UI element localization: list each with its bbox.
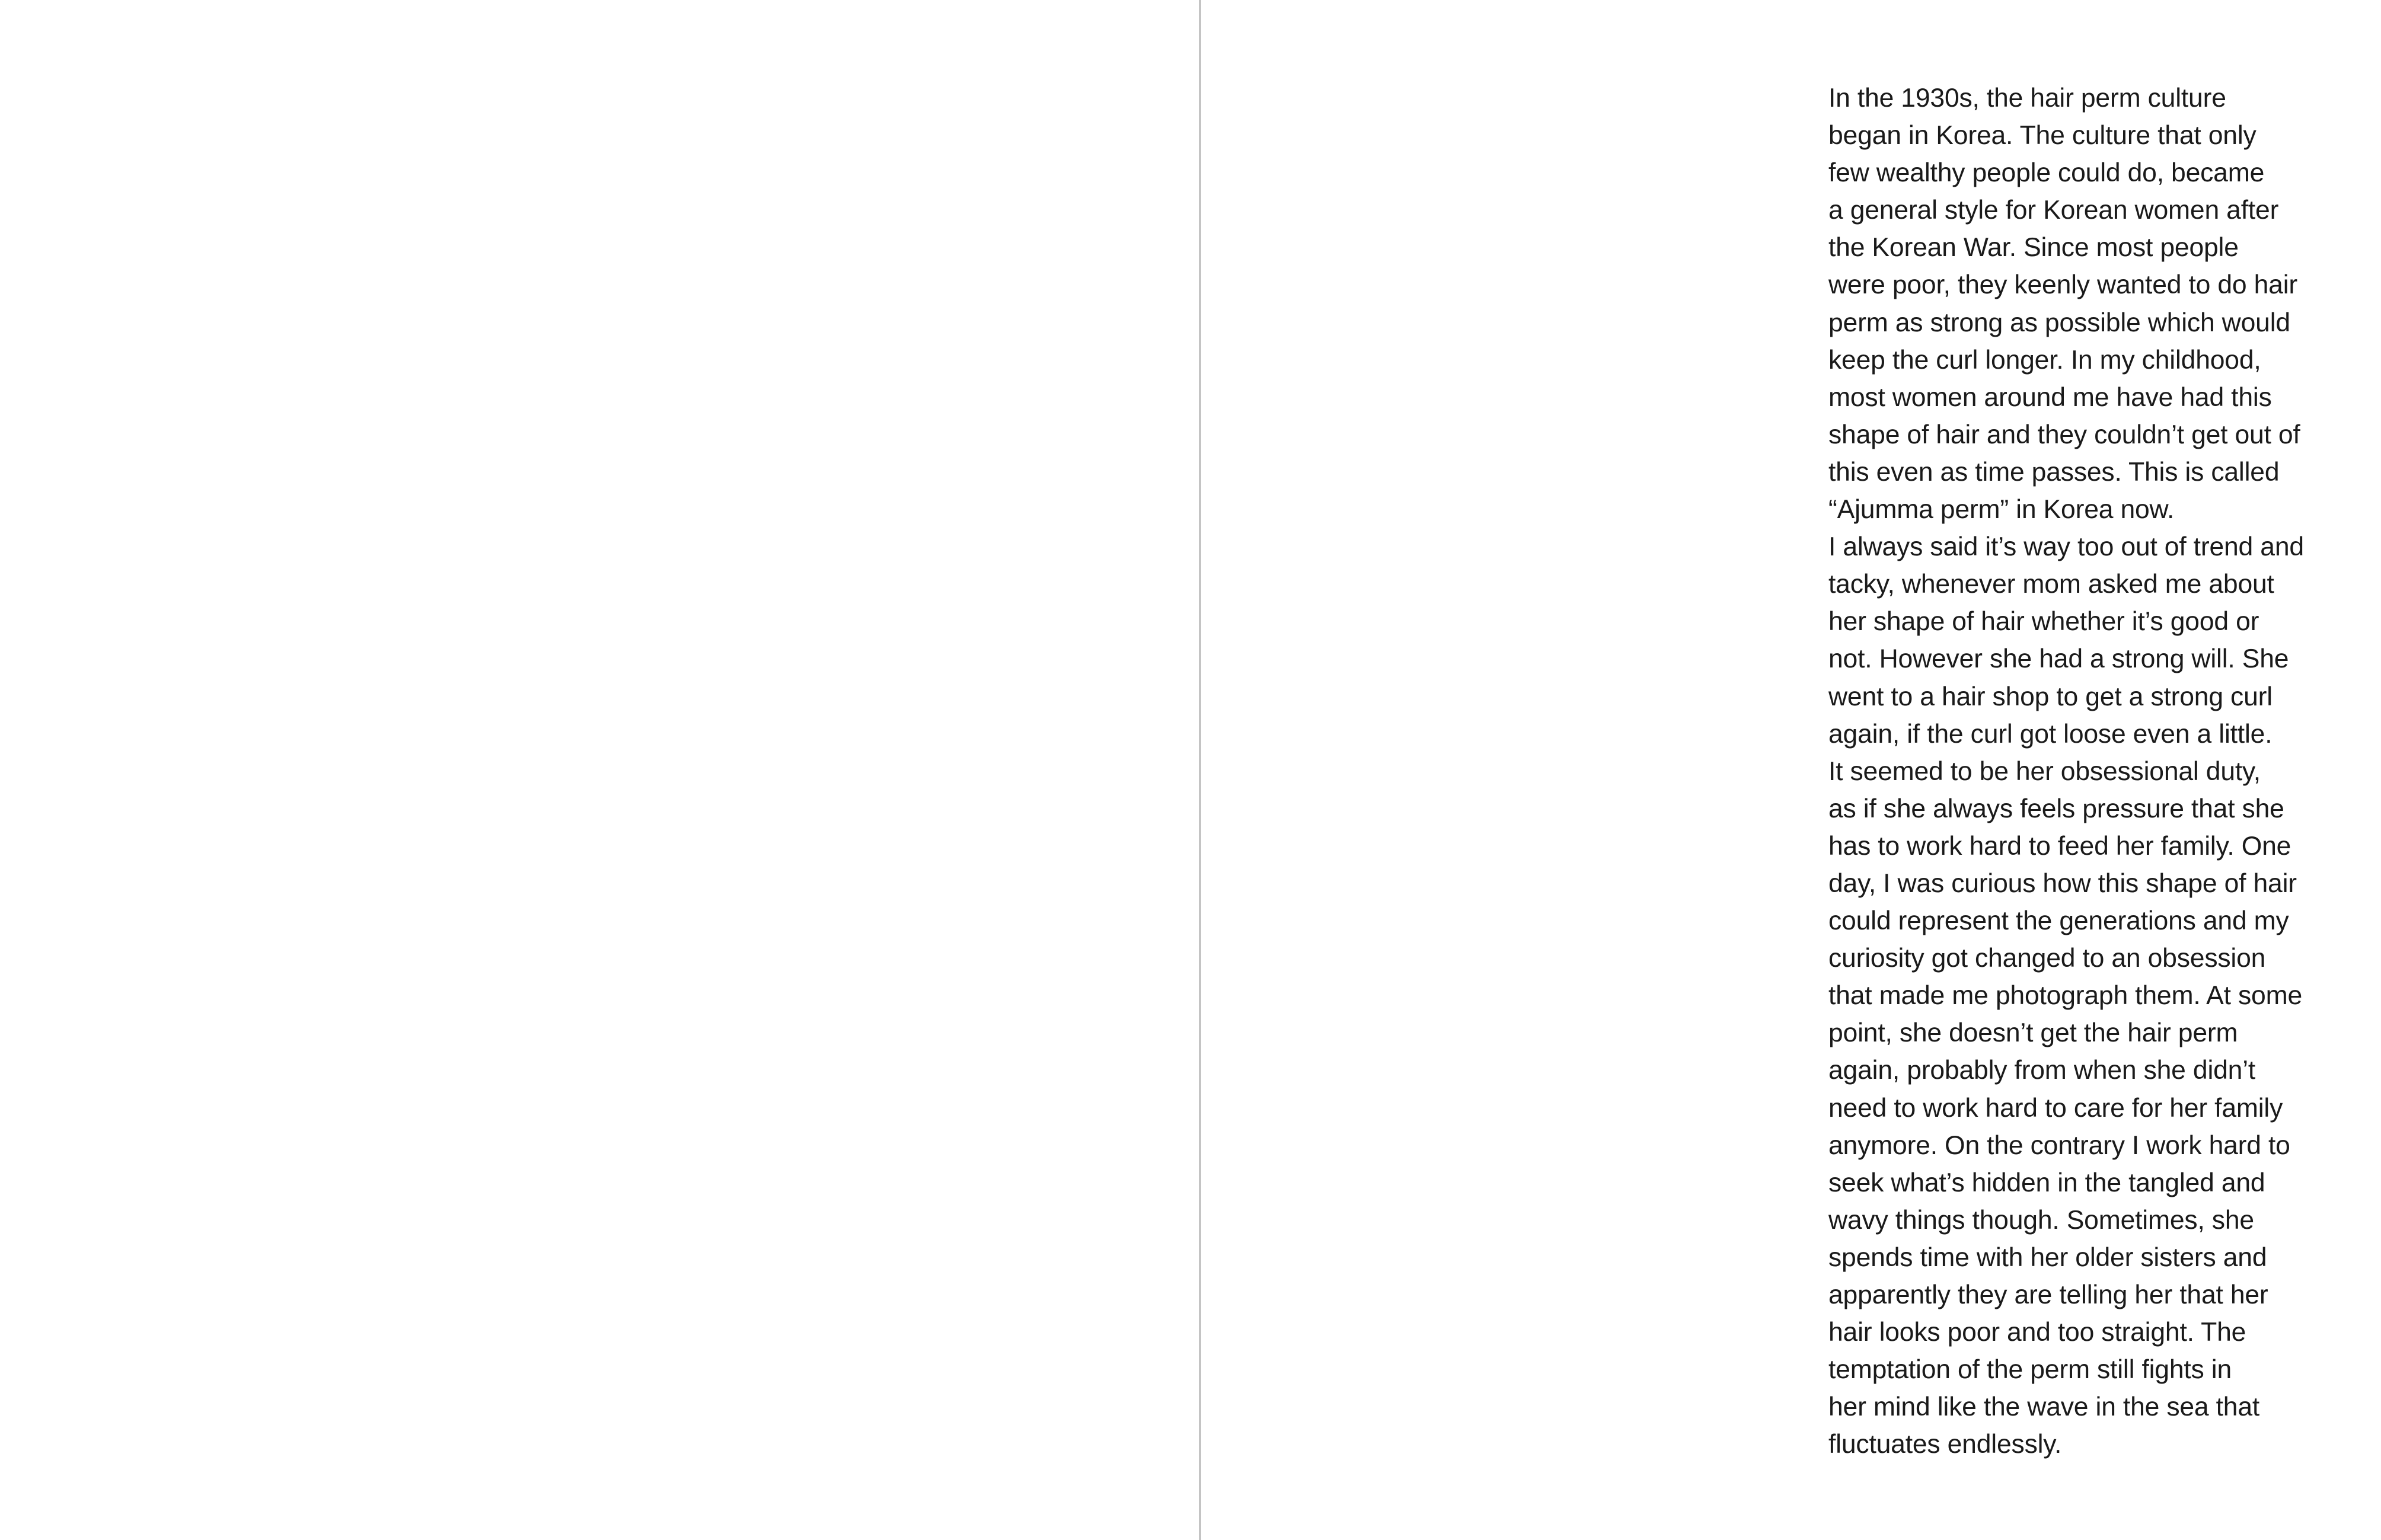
text-line: were poor, they keenly wanted to do hair [1828,270,2298,300]
text-line: day, I was curious how this shape of hair [1828,868,2297,898]
body-text-column [1828,79,2350,1463]
text-line: perm as strong as possible which would [1828,308,2290,337]
text-line: In the 1930s, the hair perm culture [1828,84,2226,113]
text-line: again, probably from when she didn’t [1828,1056,2256,1085]
text-line: spends time with her older sisters and [1828,1242,2267,1272]
text-line: tacky, whenever mom asked me about [1828,570,2274,599]
text-line: a general style for Korean women after [1828,196,2279,225]
text-line: few wealthy people could do, became [1828,158,2265,188]
text-line: her shape of hair whether it’s good or [1828,607,2259,637]
text-line: wavy things though. Sometimes, she [1828,1205,2254,1235]
text-line: could represent the generations and my [1828,906,2289,936]
text-line: anymore. On the contrary I work hard to [1828,1130,2290,1160]
text-line: again, if the curl got loose even a little. [1828,719,2273,749]
text-line: “Ajumma perm” in Korea now. [1828,495,2175,525]
text-line: curiosity got changed to an obsession [1828,944,2266,973]
text-line: need to work hard to care for her family [1828,1093,2283,1123]
text-line: hair looks poor and too straight. The [1828,1318,2246,1347]
text-line: shape of hair and they couldn’t get out of [1828,420,2300,449]
right-page [1201,0,2381,1540]
text-line: her mind like the wave in the sea that [1828,1392,2260,1422]
text-line: went to a hair shop to get a strong curl [1828,682,2273,711]
text-line: not. However she had a strong will. She [1828,644,2289,674]
text-line: I always said it’s way too out of trend and [1828,532,2304,562]
text-line: fluctuates endlessly. [1828,1430,2062,1459]
text-line: point, she doesn’t get the hair perm [1828,1018,2238,1048]
text-line: seek what’s hidden in the tangled and [1828,1168,2265,1197]
text-line: as if she always feels pressure that she [1828,794,2284,823]
text-line: It seemed to be her obsessional duty, [1828,756,2261,786]
text-line: this even as time passes. This is called [1828,457,2280,487]
text-line: temptation of the perm still fights in [1828,1355,2232,1385]
text-line: the Korean War. Since most people [1828,233,2239,263]
text-line: most women around me have had this [1828,382,2272,412]
text-line: has to work hard to feed her family. One [1828,831,2291,861]
text-line: began in Korea. The culture that only [1828,121,2256,151]
text-line: keep the curl longer. In my childhood, [1828,345,2261,375]
text-line: that made me photograph them. At some [1828,981,2303,1011]
text-line: apparently they are telling her that her [1828,1280,2268,1309]
